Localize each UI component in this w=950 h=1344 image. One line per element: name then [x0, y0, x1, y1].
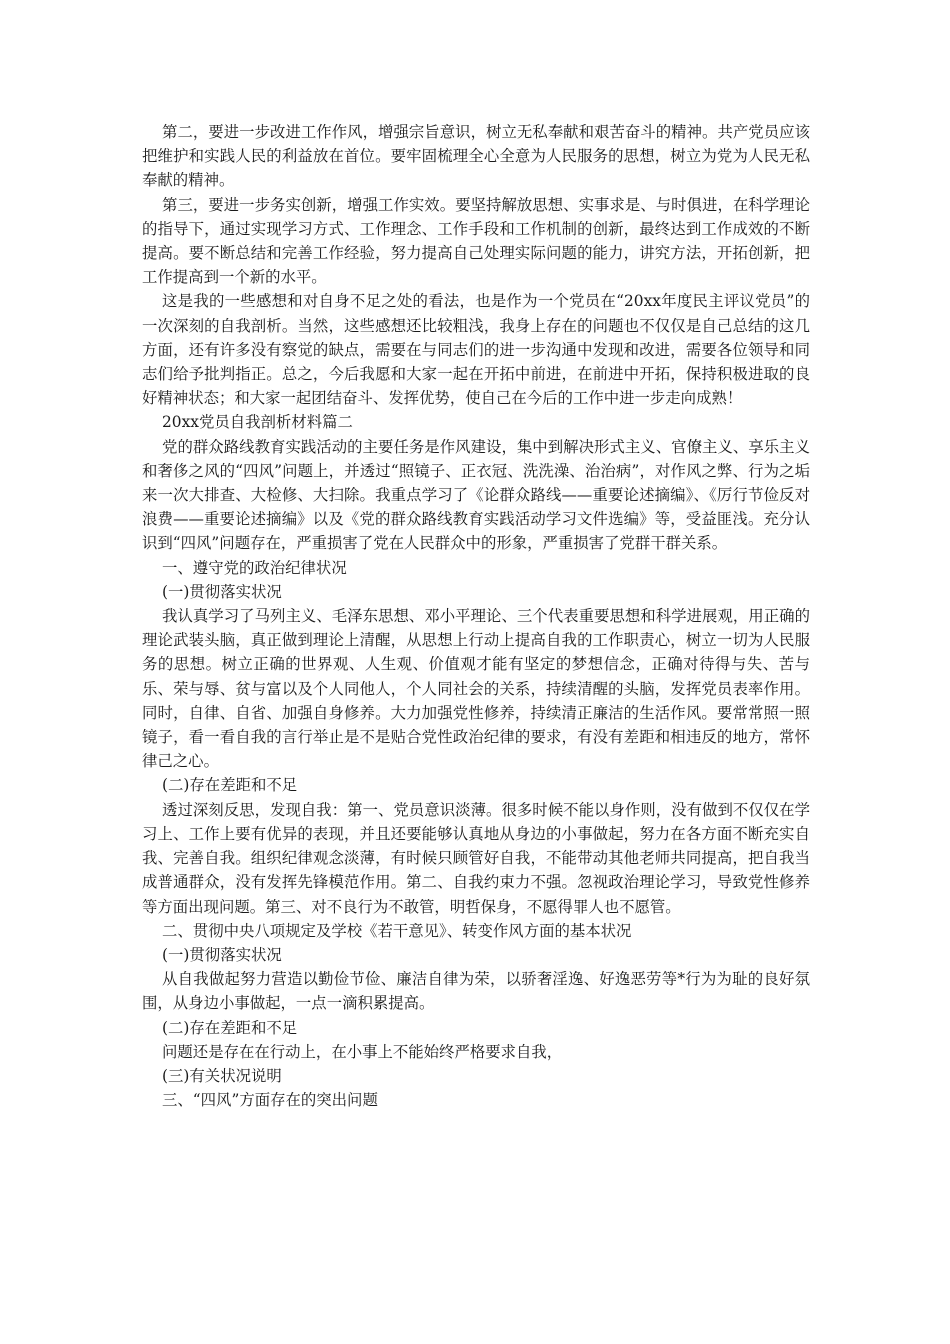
paragraph: 第三，要进一步务实创新，增强工作实效。要坚持解放思想、实事求是、与时俱进，在科学理论的指导下，通过实现学习方式、工作理念、工作手段和工作机制的创新，最终达到工作成效的不断提高。要不断总结和完善工作经验，努力提高自己处理实际问题的能力，讲究方法，开拓创新，把工作提高到一个新的水平。 [142, 195, 810, 287]
document-body [142, 120, 810, 1112]
paragraph: 我认真学习了马列主义、毛泽东思想、邓小平理论、三个代表重要思想和科学进展观，用正确的理论武装头脑，真正做到理论上清醒，从思想上行动上提高自我的工作职责心，树立一切为人民服务的思想。树立正确的世界观、人生观、价值观才能有坚定的梦想信念，正确对待得与失、苦与乐、荣与辱、贫与富以及个人同他人，个人同社会的关系，持续清醒的头脑，发挥党员表率作用。同时，自律、自省、加强自身修养。大力加强党性修养，持续清正廉洁的生活作风。要常常照一照镜子，看一看自我的言行举止是不是贴合党性政治纪律的要求，有没有差距和相违反的地方，常怀律己之心。 [142, 607, 810, 771]
subsection-heading: (一)贯彻落实状况 [162, 945, 282, 964]
paragraph: 问题还是存在在行动上，在小事上不能始终严格要求自我， [162, 1042, 563, 1061]
section-heading: 二、贯彻中央八项规定及学校《若干意见》、转变作风方面的基本状况 [162, 921, 632, 940]
paragraph: 透过深刻反思，发现自我：第一、党员意识淡薄。很多时候不能以身作则，没有做到不仅仅在学习上、工作上要有优异的表现，并且还要能够认真地从身边的小事做起，努力在各方面不断充实自我、完善自我。组织纪律观念淡薄，有时候只顾管好自我，不能带动其他老师共同提高，把自我当成普通群众，没有发挥先锋模范作用。第二、自我约束力不强。忽视政治理论学习，导致党性修养等方面出现问题。第三、对不良行为不敢管，明哲保身，不愿得罪人也不愿管。 [142, 800, 810, 916]
section-heading: 一、遵守党的政治纪律状况 [162, 558, 347, 577]
paragraph: 从自我做起努力营造以勤俭节俭、廉洁自律为荣，以骄奢淫逸、好逸恶劳等*行为为耻的良好氛围，从身边小事做起，一点一滴积累提高。 [142, 970, 810, 1013]
subsection-heading: (二)存在差距和不足 [162, 1018, 298, 1037]
paragraph: 第二，要进一步改进工作作风，增强宗旨意识，树立无私奉献和艰苦奋斗的精神。共产党员应该把维护和实践人民的利益放在首位。要牢固梳理全心全意为人民服务的思想，树立为党为人民无私奉献的精神。 [142, 123, 810, 190]
section-title: 20xx党员自我剖析材料篇二 [162, 413, 353, 432]
subsection-heading: (二)存在差距和不足 [162, 776, 298, 795]
paragraph: 党的群众路线教育实践活动的主要任务是作风建设，集中到解决形式主义、官僚主义、享乐主义和奢侈之风的“四风”问题上，并透过“照镜子、正衣冠、洗洗澡、治治病”，对作风之弊、行为之垢来一次大排查、大检修、大扫除。我重点学习了《论群众路线——重要论述摘编》、《厉行节俭反对浪费——重要论述摘编》以及《党的群众路线教育实践活动学习文件选编》等，受益匪浅。充分认识到“四风”问题存在，严重损害了党在人民群众中的形象，严重损害了党群干群关系。 [142, 437, 810, 553]
section-heading: 三、“四风”方面存在的突出问题 [162, 1091, 378, 1110]
subsection-heading: (三)有关状况说明 [162, 1066, 282, 1085]
subsection-heading: (一)贯彻落实状况 [162, 582, 282, 601]
paragraph: 这是我的一些感想和对自身不足之处的看法，也是作为一个党员在“20xx年度民主评议党员”的一次深刻的自我剖析。当然，这些感想还比较粗浅，我身上存在的问题也不仅仅是自己总结的这几方面，还有许多没有察觉的缺点，需要在与同志们的进一步沟通中发现和改进，需要各位领导和同志们给予批判指正。总之，今后我愿和大家一起在开拓中前进，在前进中开拓，保持积极进取的良好精神状态；和大家一起团结奋斗、发挥优势，使自己在今后的工作中进一步走向成熟！ [142, 292, 810, 408]
